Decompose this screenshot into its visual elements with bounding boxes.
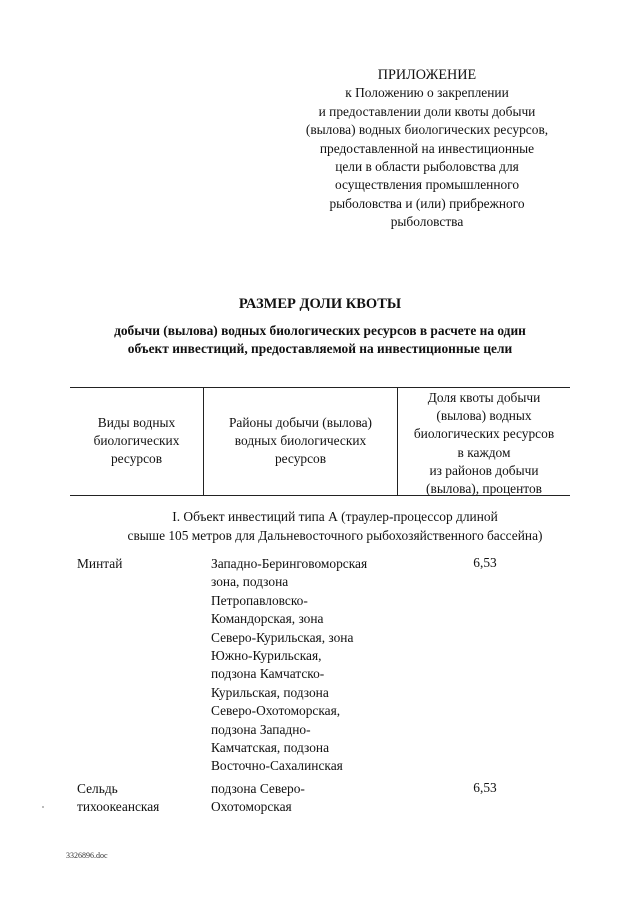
appendix-line: (вылова) водных биологических ресурсов,	[305, 122, 549, 138]
column-header-species	[70, 414, 203, 469]
section-line: свыше 105 метров для Дальневосточного рыбохозяйственного бассейна)	[127, 527, 543, 543]
appendix-title: ПРИЛОЖЕНИЕ	[377, 67, 477, 83]
scan-speck	[42, 806, 44, 808]
appendix-line: к Положению о закреплении	[345, 85, 509, 101]
region-line: Северо-Охотоморская,	[211, 703, 341, 719]
appendix-line: предоставленной на инвестиционные	[319, 140, 535, 156]
table-top-rule	[70, 387, 570, 388]
header-line: Доля квоты добычи	[427, 390, 541, 405]
table-row-species	[77, 555, 122, 573]
species-line: тихоокеанская	[77, 799, 160, 815]
region-line: подзона Камчатско-	[211, 666, 325, 682]
header-line: Районы добычи (вылова)	[228, 415, 373, 430]
subtitle-line: объект инвестиций, предоставляемой на инвестиционные цели	[127, 341, 513, 356]
species-line: Сельдь	[77, 781, 118, 796]
section-line: I. Объект инвестиций типа А (траулер-процессор длиной	[172, 509, 498, 524]
appendix-line: осуществления промышленного	[334, 177, 520, 193]
appendix-line: рыболовства	[390, 214, 464, 230]
document-subtitle	[40, 322, 600, 358]
document-file-id: 3326896.doc	[66, 851, 108, 860]
species-line: Минтай	[77, 556, 123, 571]
header-line: (вылова) водных	[436, 408, 532, 424]
region-line: Западно-Беринговоморская	[211, 556, 368, 571]
region-line: зона, подзона	[211, 574, 289, 590]
region-line: Камчатская, подзона	[211, 740, 330, 756]
table-row-quota: 6,53	[473, 780, 497, 795]
header-line: ресурсов	[274, 451, 327, 467]
header-line: биологических ресурсов	[413, 426, 555, 442]
appendix-block	[282, 66, 572, 232]
table-row-region	[211, 555, 367, 776]
region-line: подзона Северо-	[211, 781, 305, 796]
appendix-line: рыболовства и (или) прибрежного	[329, 195, 525, 211]
header-line: (вылова), процентов	[426, 481, 542, 497]
header-line: из районов добычи	[429, 462, 539, 478]
region-line: Восточно-Сахалинская	[211, 758, 343, 774]
header-line: водных биологических	[234, 433, 367, 449]
region-line: Петропавловско-	[211, 592, 308, 608]
region-line: Курильская, подзона	[211, 684, 329, 700]
region-line: Южно-Курильская,	[211, 648, 322, 664]
column-header-quota-share	[398, 389, 570, 498]
table-row-species	[77, 780, 159, 817]
column-header-regions	[204, 414, 397, 469]
region-line: Северо-Курильская, зона	[211, 629, 354, 645]
document-title: РАЗМЕР ДОЛИ КВОТЫ	[238, 296, 402, 312]
table-row-region	[211, 780, 305, 817]
region-line: Охотоморская	[211, 799, 292, 815]
table-row-quota: 6,53	[473, 555, 497, 570]
header-line: в каждом	[457, 444, 511, 460]
appendix-line: и предоставлении доли квоты добычи	[318, 103, 536, 119]
header-line: Виды водных	[97, 415, 176, 430]
appendix-line: цели в области рыболовства для	[335, 159, 519, 175]
region-line: Командорская, зона	[211, 611, 324, 627]
header-line: ресурсов	[110, 451, 163, 467]
region-line: подзона Западно-	[211, 721, 311, 737]
table-section-heading	[70, 508, 600, 545]
header-line: биологических	[93, 433, 180, 449]
subtitle-line: добычи (вылова) водных биологических ресурсов в расчете на один	[114, 323, 526, 338]
